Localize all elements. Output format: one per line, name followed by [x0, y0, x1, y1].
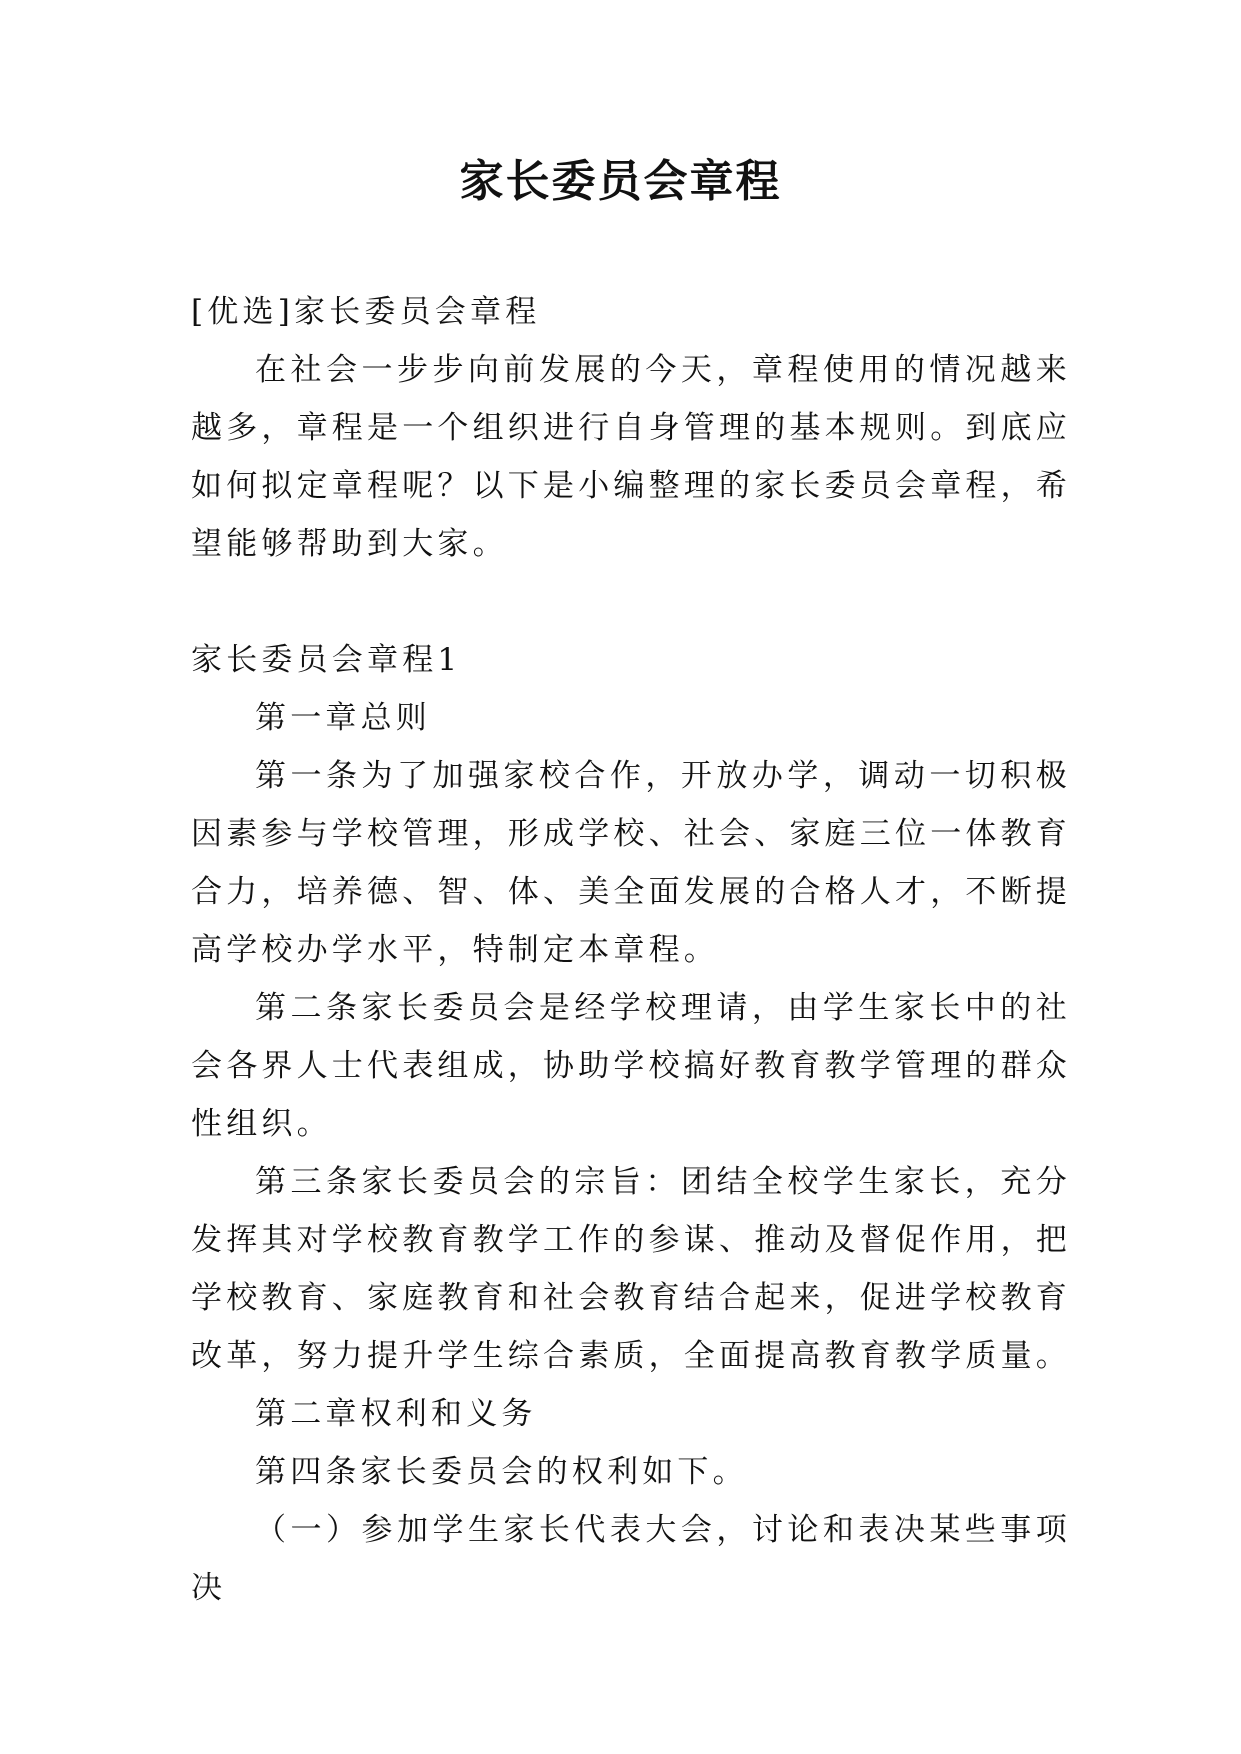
document-body: [191, 283, 1071, 1617]
article-4-item-1: （一）参加学生家长代表大会，讨论和表决某些事项决: [191, 1512, 1071, 1606]
chapter-heading-rights: 第二章权利和义务: [255, 1396, 537, 1432]
article-1: 第一条为了加强家校合作，开放办学，调动一切积极因素参与学校管理，形成学校、社会、家庭三位一体教育合力，培养德、智、体、美全面发展的合格人才，不断提高学校办学水平，特制定本章程。: [191, 758, 1071, 968]
document-title: 家长委员会章程: [459, 156, 782, 207]
article-4: 第四条家长委员会的权利如下。: [255, 1454, 748, 1490]
article-2: 第二条家长委员会是经学校理请，由学生家长中的社会各界人士代表组成，协助学校搞好教育教学管理的群众性组织。: [191, 990, 1071, 1142]
section-heading: 家长委员会章程1: [191, 642, 462, 678]
chapter-heading-general: 第一章总则: [255, 700, 431, 736]
article-3: 第三条家长委员会的宗旨：团结全校学生家长，充分发挥其对学校教育教学工作的参谋、推动及督促作用，把学校教育、家庭教育和社会教育结合起来，促进学校教育改革，努力提升学生综合素质，全面提高教育教学质量。: [191, 1164, 1071, 1374]
paragraph-subtitle: [优选]家长委员会章程: [191, 294, 541, 330]
paragraph-intro: 在社会一步步向前发展的今天，章程使用的情况越来越多，章程是一个组织进行自身管理的基本规则。到底应如何拟定章程呢？以下是小编整理的家长委员会章程，希望能够帮助到大家。: [191, 352, 1071, 562]
